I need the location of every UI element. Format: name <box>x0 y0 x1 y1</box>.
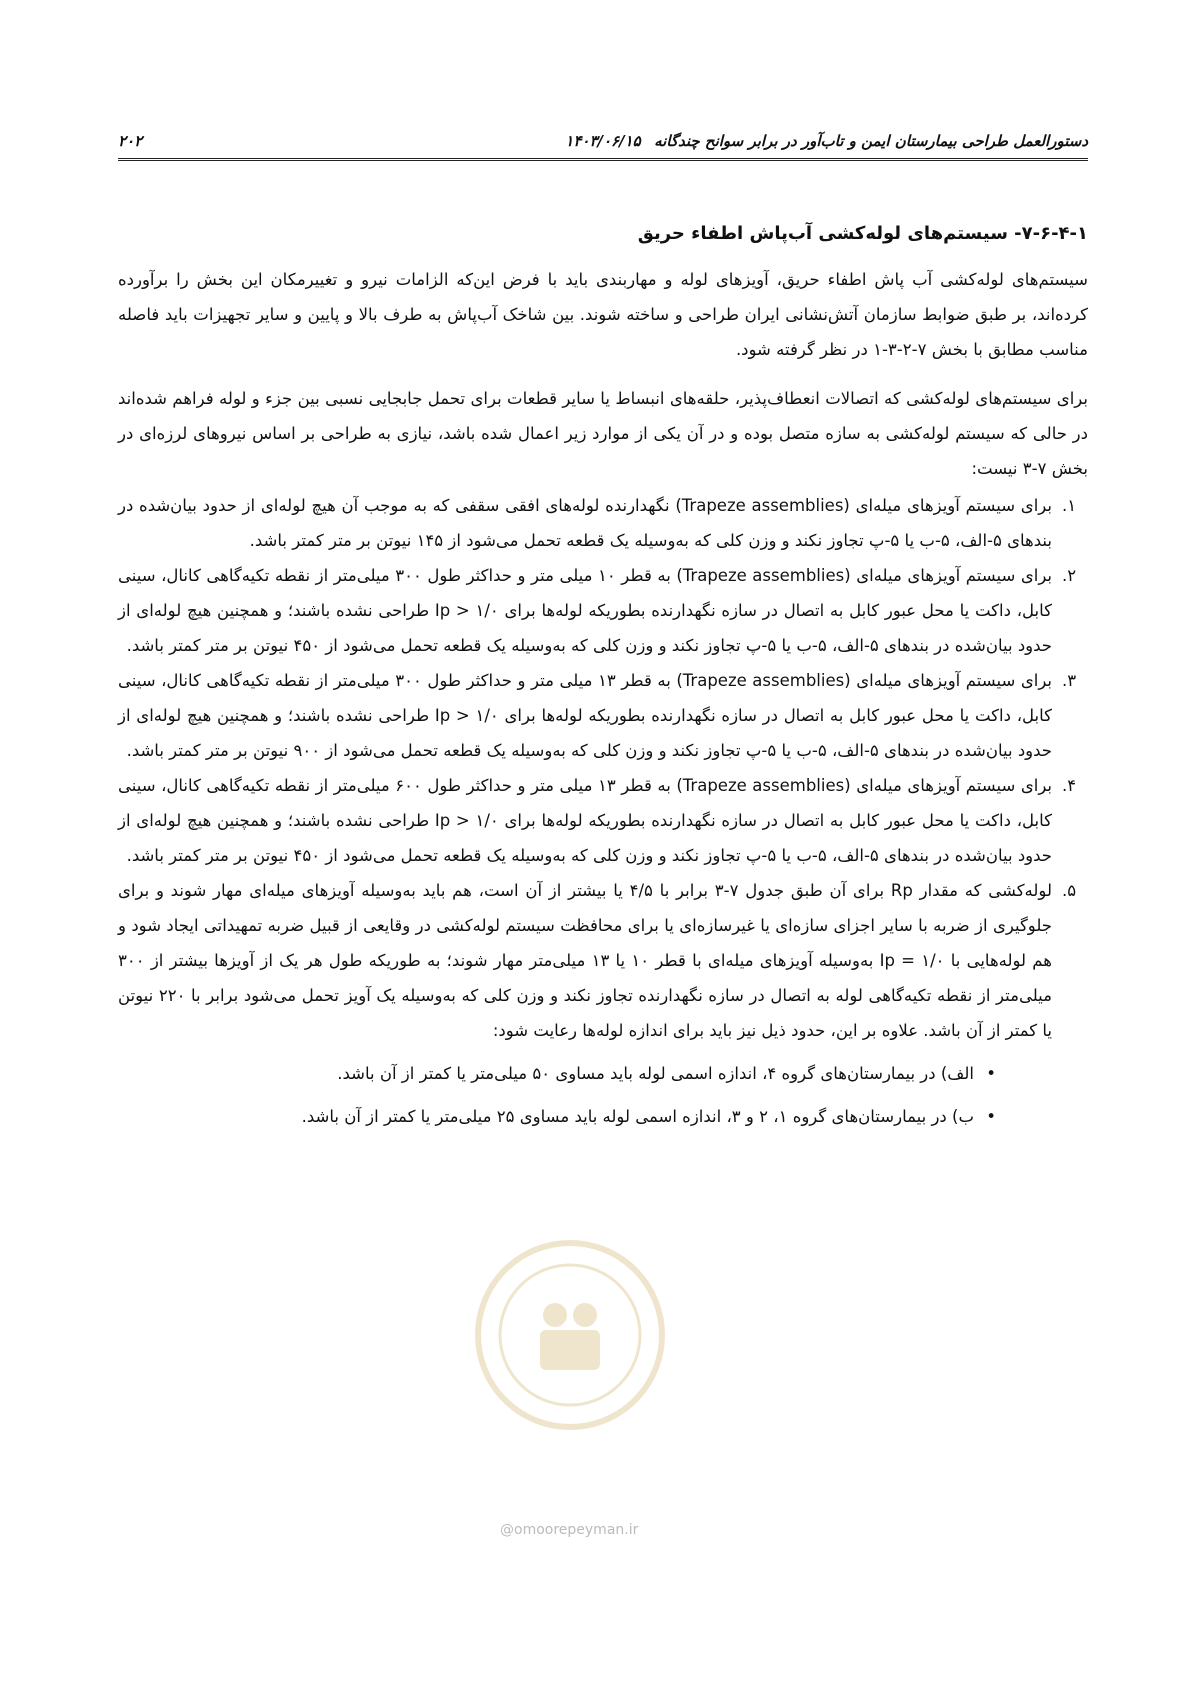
list-item-text: لوله‌کشی که مقدار Rp برای آن طبق جدول ۷-۳ برابر با ۴/۵ یا بیشتر از آن است، هم باید به‌وسیله آویزهای میله‌ای مهار شوند و برای جلوگیری از ضربه با سایر اجزای سازه‌ای یا غیرسازه‌ای یا برای محافظت سیستم لوله‌کشی در وقایعی از قبیل ضربه تمهیداتی ایجاد شود و هم لوله‌هایی با Ip = ۱/۰ به‌وسیله آویزهای میله‌ای با قطر ۱۰ یا ۱۳ میلی‌متر مهار شوند؛ به طوریکه طول هر یک از آویزها بیشتر از ۳۰۰ میلی‌متر از نقطه تکیه‌گاهی لوله به اتصال در سازه نگهدارنده تجاوز نکند و وزن کلی که به‌وسیله یک آویز تحمل می‌شود برابر با ۲۲۰ نیوتن یا کمتر از آن باشد. علاوه بر این، حدود ذیل نیز باید برای اندازه لوله‌ها رعایت شود: <box>118 881 1052 1040</box>
list-item <box>118 768 1077 873</box>
header-date: ۱۴۰۳/۰۶/۱۵ <box>565 132 641 150</box>
list-item-number: ۱. <box>1062 496 1077 515</box>
page-content <box>118 218 1088 1142</box>
list-item-number: ۳. <box>1062 671 1077 690</box>
page-header <box>118 128 1088 161</box>
watermark-site: @omoorepeyman.ir <box>500 1522 639 1538</box>
list-item-number: ۵. <box>1062 881 1077 900</box>
header-title: دستورالعمل طراحی بیمارستان ایمن و تاب‌آور در برابر سوانح چندگانه <box>654 132 1088 150</box>
paragraph: سیستم‌های لوله‌کشی آب پاش اطفاء حریق، آویزهای لوله و مهاربندی باید با فرض این‌که الزامات نیرو و تغییرمکان این بخش را برآورده کرده‌اند، بر طبق ضوابط سازمان آتش‌نشانی ایران طراحی و ساخته شوند. بین شاخک آب‌پاش به طرف بالا و پایین و سایر تجهیزات باید فاصله مناسب مطابق با بخش ۷-۲-۳-۱ در نظر گرفته شود. <box>118 270 1088 359</box>
list-item-number: ۴. <box>1062 776 1077 795</box>
list-item-text: برای سیستم آویزهای میله‌ای (Trapeze assemblies) به قطر ۱۰ میلی متر و حداکثر طول ۳۰۰ میلی‌متر از نقطه تکیه‌گاهی کانال، سینی کابل، داکت یا محل عبور کابل به اتصال در سازه نگهدارنده بطوریکه لوله‌ها برای Ip > ۱/۰ طراحی نشده باشند؛ و همچنین هیچ لوله‌ای از حدود بیان‌شده در بندهای ۵-الف، ۵-ب یا ۵-پ تجاوز نکند و وزن کلی که به‌وسیله یک قطعه تحمل می‌شود از ۴۵۰ نیوتن بر متر کمتر باشد. <box>118 566 1053 655</box>
list-item <box>118 663 1077 768</box>
bullet-item <box>118 1099 996 1134</box>
bullet-item <box>118 1056 996 1091</box>
bullet-text: ب) در بیمارستان‌های گروه ۱، ۲ و ۳، اندازه اسمی لوله باید مساوی ۲۵ میلی‌متر یا کمتر از آن باشد. <box>301 1107 974 1126</box>
paragraph: برای سیستم‌های لوله‌کشی که اتصالات انعطاف‌پذیر، حلقه‌های انبساط یا سایر قطعات برای تحمل جابجایی نسبی بین جزء و لوله فراهم شده‌اند در حالی که سیستم لوله‌کشی به سازه متصل بوده و در آن یکی از موارد زیر اعمال شده باشد، نیازی به طراحی بر اساس نیروهای لرزه‌ای در بخش ۷-۳ نیست: <box>118 389 1088 478</box>
page-number: ۲۰۲ <box>118 132 143 150</box>
list-item-text: برای سیستم آویزهای میله‌ای (Trapeze assemblies) به قطر ۱۳ میلی متر و حداکثر طول ۶۰۰ میلی‌متر از نقطه تکیه‌گاهی کانال، سینی کابل، داکت یا محل عبور کابل به اتصال در سازه نگهدارنده بطوریکه لوله‌ها برای Ip > ۱/۰ طراحی نشده باشند؛ و همچنین هیچ لوله‌ای از حدود بیان‌شده در بندهای ۵-الف، ۵-ب یا ۵-پ تجاوز نکند و وزن کلی که به‌وسیله یک قطعه تحمل می‌شود از ۴۵۰ نیوتن بر متر کمتر باشد. <box>118 776 1053 865</box>
list-item-text: برای سیستم آویزهای میله‌ای (Trapeze assemblies) نگهدارنده لوله‌های افقی سقفی که به موجب آن هیچ لوله‌ای از حدود بیان‌شده در بندهای ۵-الف، ۵-ب یا ۵-پ تجاوز نکند و وزن کلی که به‌وسیله یک قطعه تحمل می‌شود از ۱۴۵ نیوتن بر متر کمتر باشد. <box>118 496 1052 550</box>
list-item <box>118 488 1077 558</box>
list-item <box>118 873 1077 1134</box>
bullet-text: الف) در بیمارستان‌های گروه ۴، اندازه اسمی لوله باید مساوی ۵۰ میلی‌متر یا کمتر از آن باشد. <box>337 1064 974 1083</box>
list-item-text: برای سیستم آویزهای میله‌ای (Trapeze assemblies) به قطر ۱۳ میلی متر و حداکثر طول ۳۰۰ میلی‌متر از نقطه تکیه‌گاهی کانال، سینی کابل، داکت یا محل عبور کابل به اتصال در سازه نگهدارنده بطوریکه لوله‌ها برای Ip > ۱/۰ طراحی نشده باشند؛ و همچنین هیچ لوله‌ای از حدود بیان‌شده در بندهای ۵-الف، ۵-ب یا ۵-پ تجاوز نکند و وزن کلی که به‌وسیله یک قطعه تحمل می‌شود از ۹۰۰ نیوتن بر متر کمتر باشد. <box>118 671 1053 760</box>
bullet-list <box>118 1056 1052 1134</box>
list-item <box>118 558 1077 663</box>
section-title: ۷-۶-۴-۱- سیستم‌های لوله‌کشی آب‌پاش اطفاء حریق <box>637 223 1088 244</box>
numbered-list <box>118 488 1088 1134</box>
list-item-number: ۲. <box>1062 566 1077 585</box>
bullet-icon: • <box>986 1064 996 1083</box>
bullet-icon: • <box>986 1107 996 1126</box>
watermark-seal-icon <box>470 1235 670 1435</box>
